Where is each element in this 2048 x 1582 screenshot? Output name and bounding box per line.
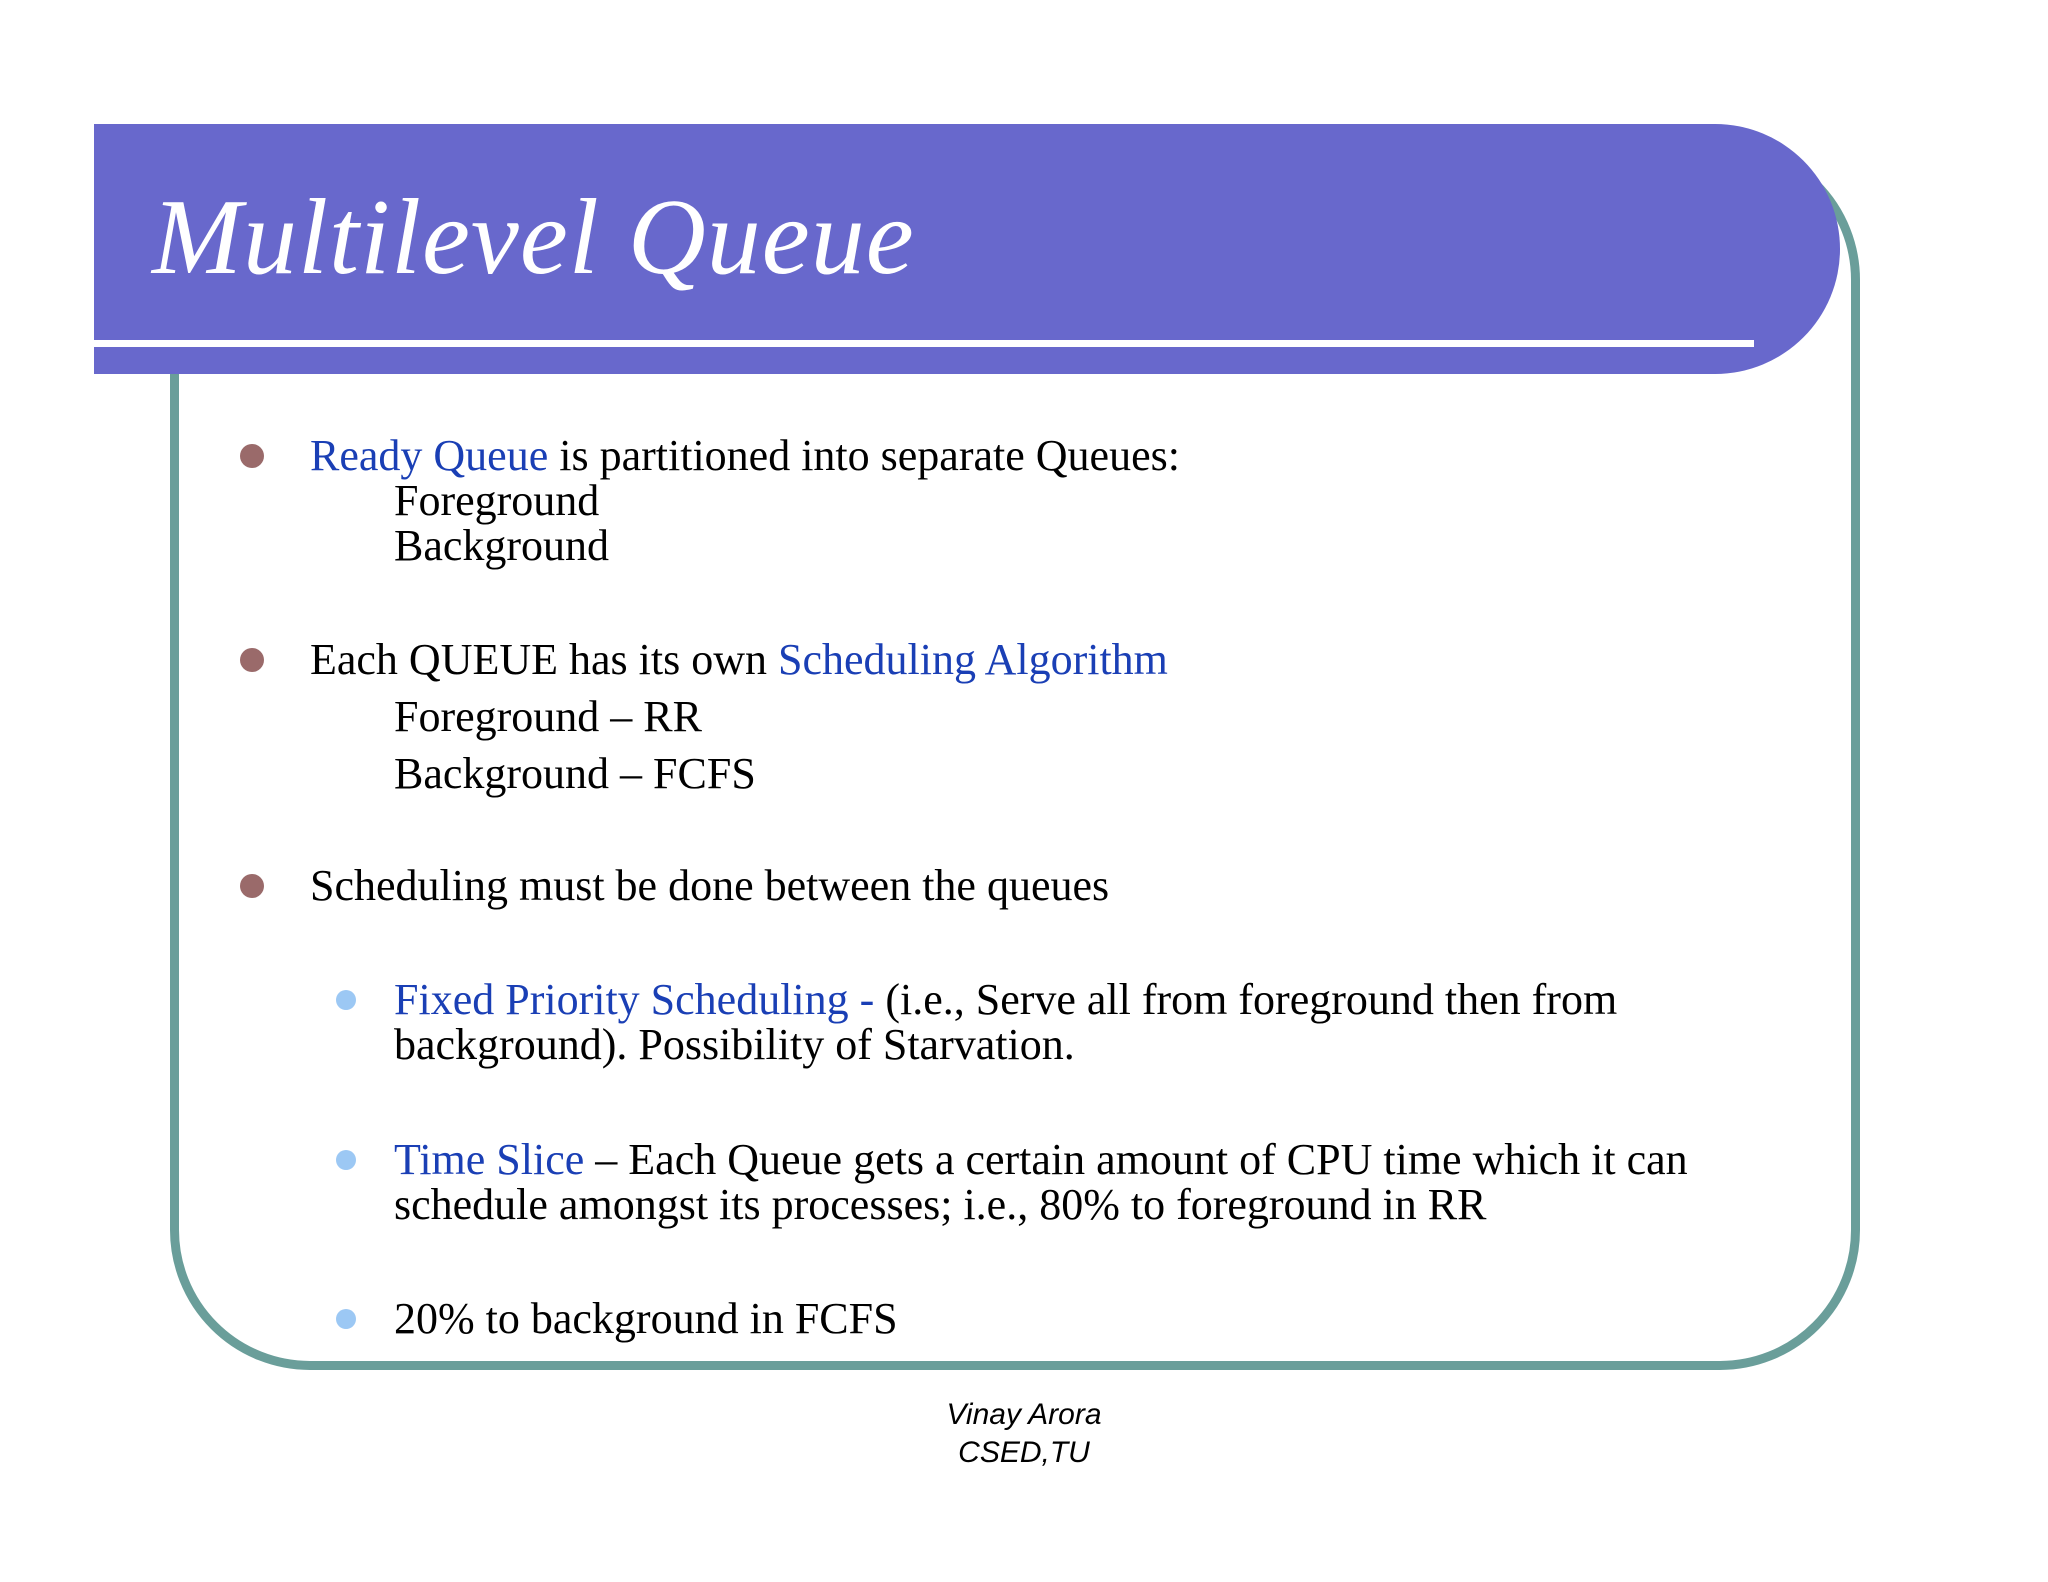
footer-author: Vinay Arora [946, 1398, 1102, 1431]
bullet-3-text: Scheduling must be done between the queues [310, 861, 1110, 910]
bullet-2-sub-1: Foreground – RR [394, 692, 702, 741]
bullet-dot [240, 874, 264, 898]
sub-bullet-dot [336, 1150, 356, 1170]
sub-bullet-1-line-1 [394, 977, 1617, 1023]
bullet-2-highlight: Scheduling Algorithm [778, 635, 1168, 684]
bullet-2-body: Each QUEUE has its own [310, 635, 779, 684]
bullet-2-sub-2: Background – FCFS [394, 749, 756, 798]
sub-bullet-dot [336, 1309, 356, 1329]
bullet-dot [240, 444, 264, 468]
sub-bullet-dot [336, 990, 356, 1010]
sub-bullet-1-highlight: Fixed Priority Scheduling - [394, 975, 875, 1024]
bullet-1-text [310, 433, 1180, 479]
bullet-1-sub-2: Background [394, 521, 610, 570]
sub-bullet-3-line-1: 20% to background in FCFS [394, 1294, 898, 1343]
sub-bullet-2-body: – Each Queue gets a certain amount of CPU time which it can [584, 1135, 1688, 1184]
footer-affiliation: CSED,TU [958, 1436, 1090, 1469]
sub-bullet-1-line-2: background). Possibility of Starvation. [394, 1020, 1075, 1069]
sub-bullet-2-line-2: schedule amongst its processes; i.e., 80% to foreground in RR [394, 1180, 1487, 1229]
sub-bullet-2-highlight: Time Slice [394, 1135, 585, 1184]
slide-title: Multilevel Queue [152, 178, 915, 297]
bullet-dot [240, 648, 264, 672]
bullet-1-body: is partitioned into separate Queues: [548, 431, 1180, 480]
sub-bullet-1-body: (i.e., Serve all from foreground then from [874, 975, 1618, 1024]
sub-bullet-2-line-1 [394, 1137, 1688, 1183]
bullet-1-highlight: Ready Queue [310, 431, 549, 480]
bullet-1-sub-1: Foreground [394, 476, 600, 525]
bullet-2-text [310, 637, 1168, 683]
